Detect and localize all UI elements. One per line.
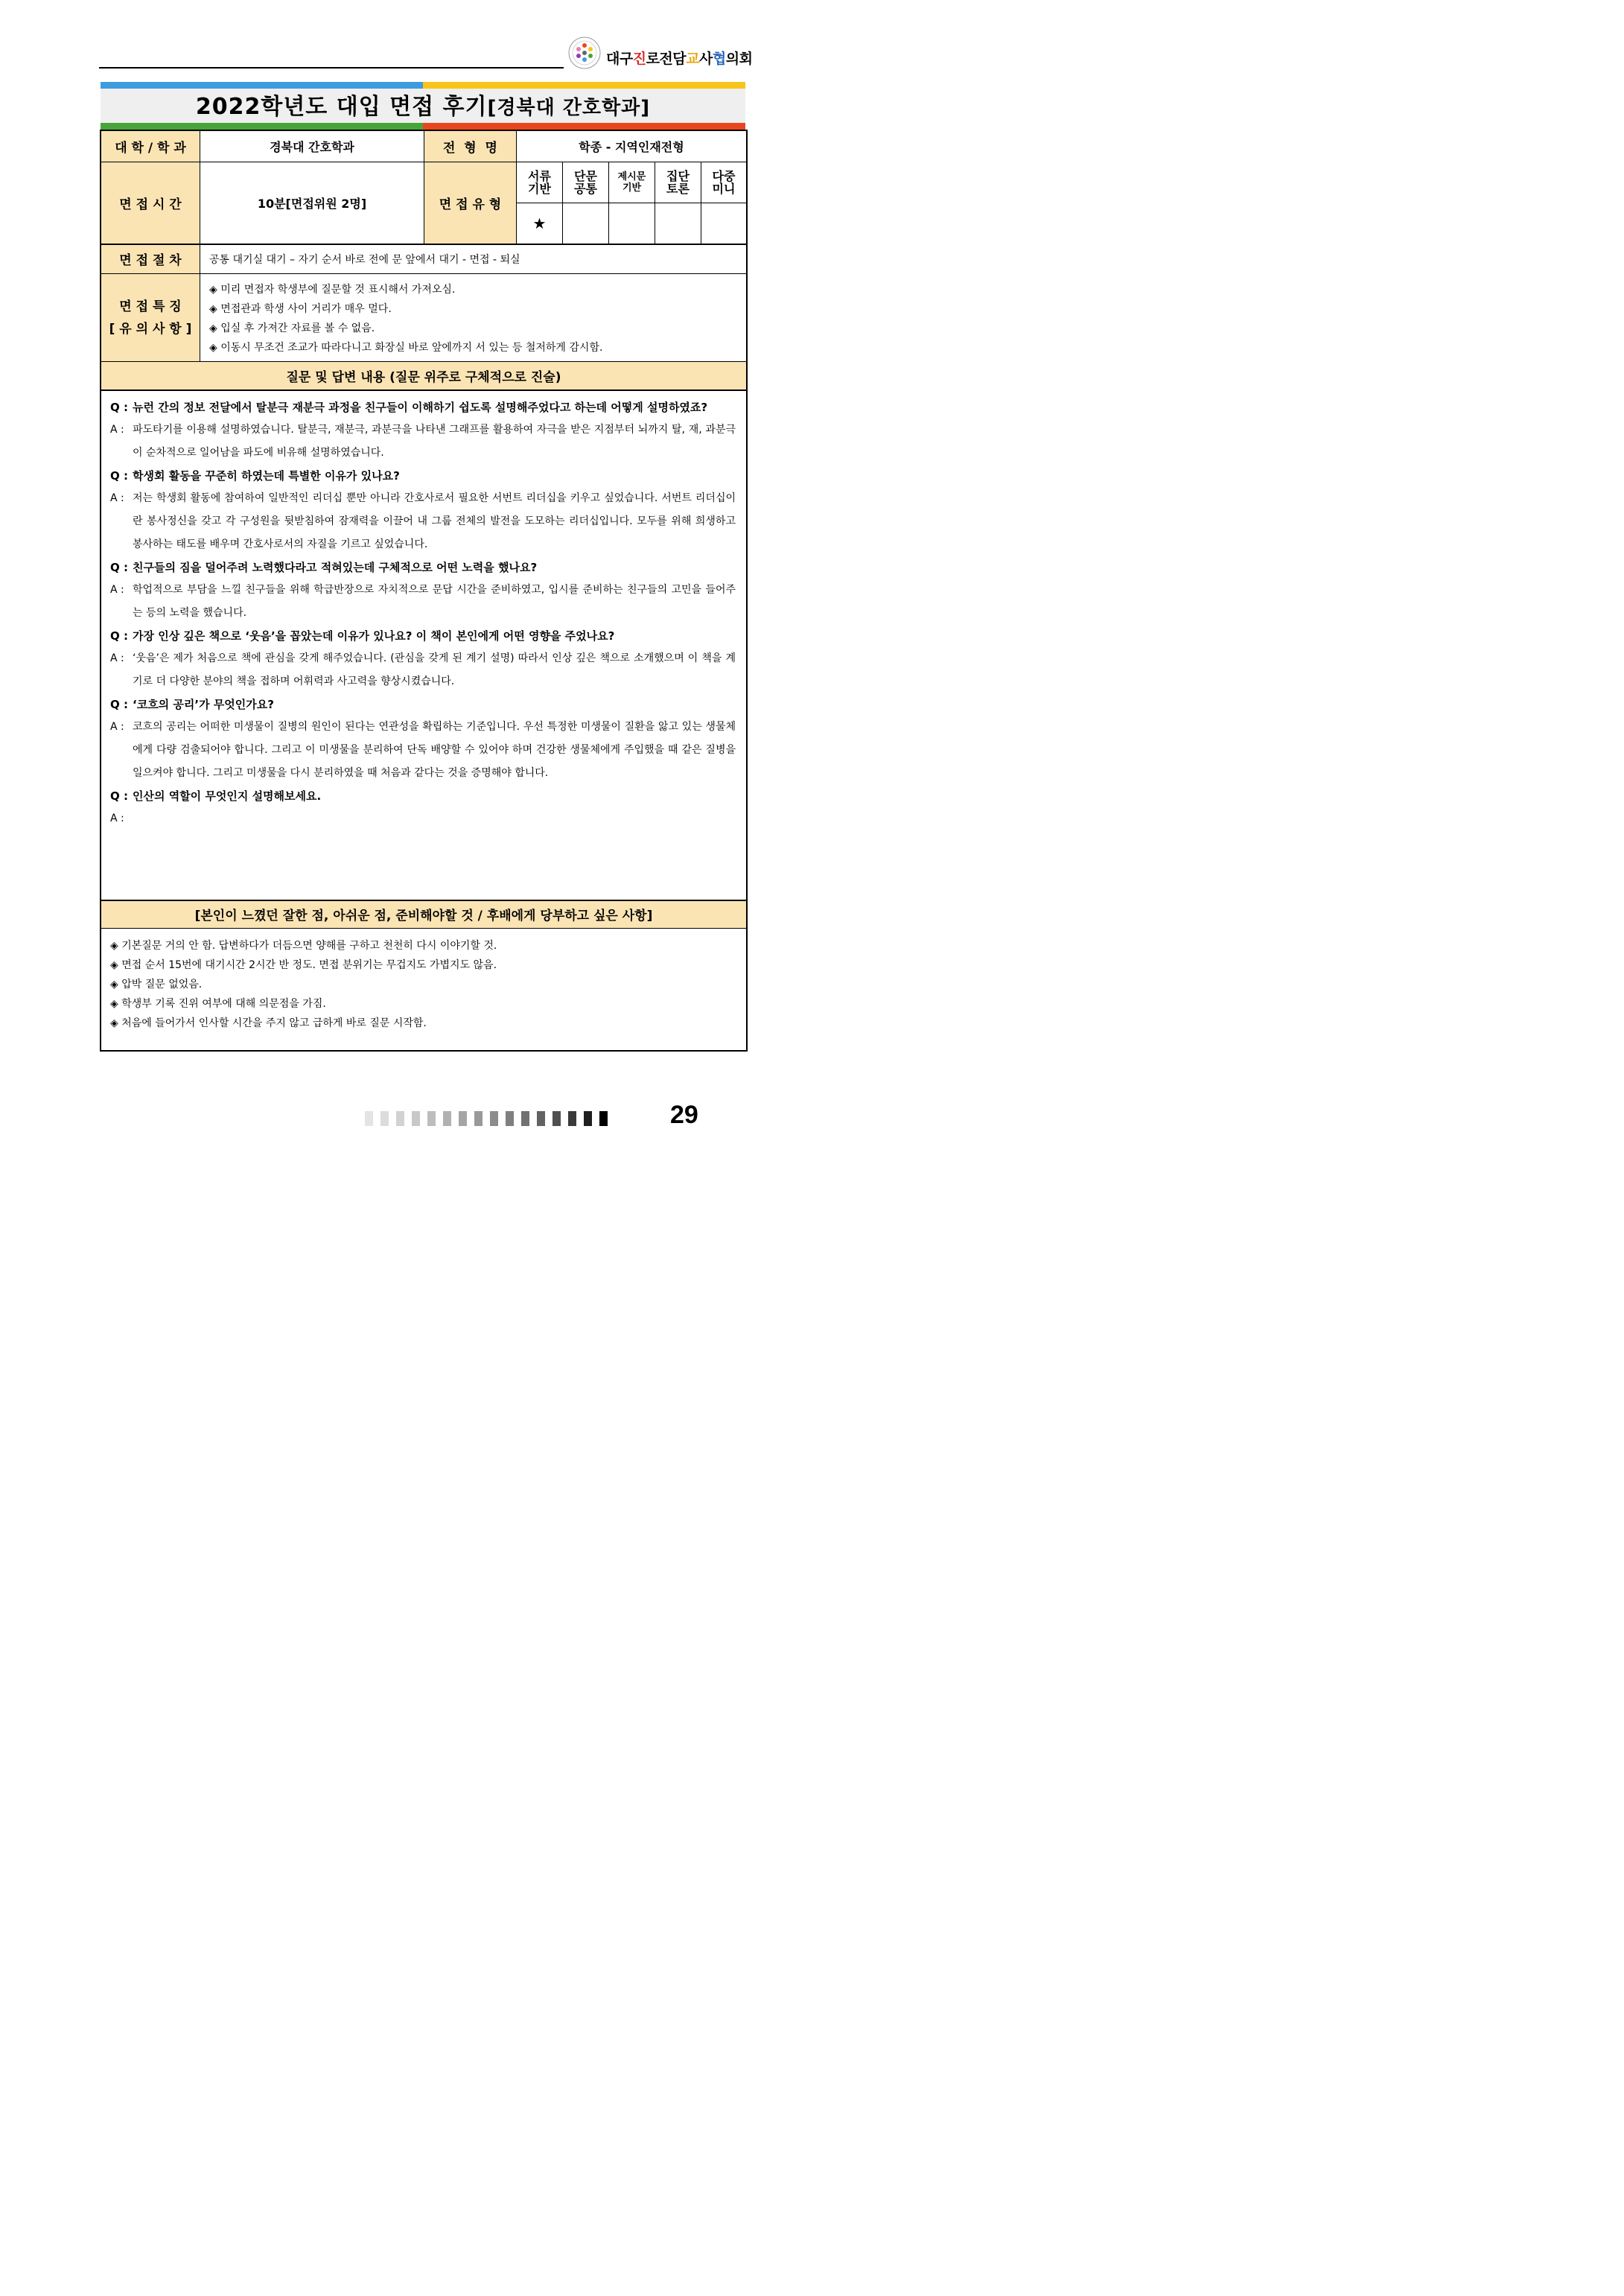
features-label: 면 접 특 징 [ 유 의 사 항 ] (101, 274, 200, 361)
admission-type-value: 학종 - 지역인재전형 (579, 140, 684, 154)
answer-item: A : (110, 812, 124, 824)
question-item: Q : 뉴런 간의 정보 전달에서 탈분극 재분극 과정을 친구들이 이해하기 쉽도록 설명해주었다고 하는데 어떻게 설명하였죠? (110, 401, 708, 414)
grid-line (101, 273, 746, 274)
header-rule (99, 67, 564, 69)
grid-line (608, 162, 609, 244)
question-item: Q : 인산의 역할이 무엇인지 설명해보세요. (110, 789, 322, 803)
format-group-discussion: 집단 토론 (666, 169, 690, 196)
feature-item: ◈ 이동시 무조건 조교가 따라다니고 화장실 바로 앞에까지 서 있는 등 철저하게 감시함. (209, 342, 603, 354)
interview-format-label: 면 접 유 형 (424, 162, 516, 244)
grid-line (101, 900, 746, 901)
review-item: ◈ 면접 순서 15번에 대기시간 2시간 반 정도. 면접 분위기는 무겁지도 가볍지도 않음. (110, 959, 497, 971)
admission-type-label: 전 형 명 (424, 131, 516, 162)
title-band-bottom (101, 123, 745, 130)
format-short-common: 단문 공통 (574, 169, 597, 196)
review-list (101, 929, 746, 1050)
document-title: 2022학년도 대입 면접 후기[경북대 간호학과] (195, 94, 651, 120)
grid-line (516, 131, 517, 244)
question-item: Q : 학생회 활동을 꾸준히 하였는데 특별한 이유가 있나요? (110, 469, 400, 483)
grid-line (101, 244, 746, 245)
review-item: ◈ 처음에 들어가서 인사할 시간을 주지 않고 급하게 바로 질문 시작함. (110, 1017, 427, 1029)
procedure-value: 공통 대기실 대기 – 자기 순서 바로 전에 문 앞에서 대기 - 면접 - 퇴실 (209, 253, 520, 266)
grid-line (562, 162, 563, 244)
interview-form (100, 130, 748, 1052)
interview-time-label: 면 접 시 간 (101, 162, 200, 244)
format-document-based: 서류 기반 (528, 169, 551, 196)
page-number: 29 (670, 1101, 698, 1129)
title-band-top (101, 82, 745, 89)
answer-item: A : ‘웃음’은 제가 처음으로 책에 관심을 갖게 해주었습니다. (관심을 갖게 된 계기 설명) 따라서 인상 깊은 책으로 소개했으며 이 책을 계기로 더 다양한 분야의 책을 접하며 어휘력과 사고력을 향상시켰습니다. (110, 652, 736, 687)
review-item: ◈ 학생부 기록 진위 여부에 대해 의문점을 가짐. (110, 998, 326, 1010)
univ-label: 대 학 / 학 과 (101, 131, 200, 162)
review-section-heading: [본인이 느꼈던 잘한 점, 아쉬운 점, 준비해야할 것 / 후배에게 당부하고 싶은 사항] (101, 900, 746, 928)
format-multiple-mini: 다중 미니 (712, 169, 736, 196)
grid-line (101, 389, 746, 391)
answer-item: A : 파도타기를 이용해 설명하였습니다. 탈분극, 재분극, 과분극을 나타낸 그래프를 활용하여 자극을 받은 지점부터 뇌까지 탈, 재, 과분극이 순차적으로 일어남을 파도에 비유해 설명하였습니다. (110, 424, 736, 459)
answer-item: A : 학업적으로 부담을 느낄 친구들을 위해 학급반장으로 자치적으로 문답 시간을 준비하였고, 입시를 준비하는 친구들의 고민을 들어주는 등의 노력을 했습니다. (110, 584, 736, 619)
review-item: ◈ 기본질문 거의 안 함. 답변하다가 더듬으면 양해를 구하고 천천히 다시 이야기할 것. (110, 940, 497, 952)
answer-item: A : 코흐의 공리는 어떠한 미생물이 질병의 원인이 된다는 연관성을 확립하는 기준입니다. 우선 특정한 미생물이 질환을 앓고 있는 생물체에게 다량 검출되어야 합니다. 그리고 이 미생물을 분리하여 단독 배양할 수 있어야 하며 건강한 생물체에게 주입했을 때 같은 질병을 일으켜야 합니다. 그리고 미생물을 다시 분리하였을 때 처음과 같다는 것을 증명해야 합니다. (110, 721, 736, 779)
format-selected-star-icon: ★ (532, 214, 547, 232)
question-item: Q : ‘코흐의 공리’가 무엇인가요? (110, 698, 274, 711)
page-progress-bars (365, 1111, 608, 1128)
grid-line (101, 928, 746, 929)
feature-item: ◈ 미리 면접자 학생부에 질문할 것 표시해서 가져오심. (209, 284, 456, 296)
org-logo (567, 36, 602, 70)
procedure-label: 면 접 절 차 (101, 244, 200, 273)
qa-list (110, 396, 736, 830)
org-name: 대구진로전담교사협의회 (606, 51, 753, 67)
feature-item: ◈ 면접관과 학생 사이 거리가 매우 멀다. (209, 303, 392, 315)
review-item: ◈ 압박 질문 없었음. (110, 979, 203, 990)
interview-time-value: 10분[면접위원 2명] (257, 197, 367, 211)
format-prompt-based: 제시문 기반 (617, 171, 646, 194)
univ-value: 경북대 간호학과 (270, 140, 354, 154)
question-item: Q : 가장 인상 깊은 책으로 ‘웃음’을 꼽았는데 이유가 있나요? 이 책이 본인에게 어떤 영향을 주었나요? (110, 629, 615, 643)
answer-item: A : 저는 학생회 활동에 참여하여 일반적인 리더십 뿐만 아니라 간호사로서 필요한 서번트 리더십을 키우고 싶었습니다. 서번트 리더십이란 봉사정신을 갖고 각 구성원을 뒷받침하여 잠재력을 이끌어 내 그룹 전체의 발전을 도모하는 리더십입니다. 모두를 위해 희생하고 봉사하는 태도를 배우며 간호사로서의 자질을 기르고 싶었습니다. (110, 492, 736, 550)
feature-item: ◈ 입실 후 가져간 자료를 볼 수 없음. (209, 322, 375, 334)
qa-section-heading: 질문 및 답변 내용 (질문 위주로 구체적으로 진술) (101, 362, 746, 389)
question-item: Q : 친구들의 짐을 덜어주려 노력했다라고 적혀있는데 구체적으로 어떤 노력을 했나요? (110, 561, 538, 574)
features-list (200, 274, 746, 361)
grid-line (101, 361, 746, 362)
title-box (101, 89, 745, 123)
